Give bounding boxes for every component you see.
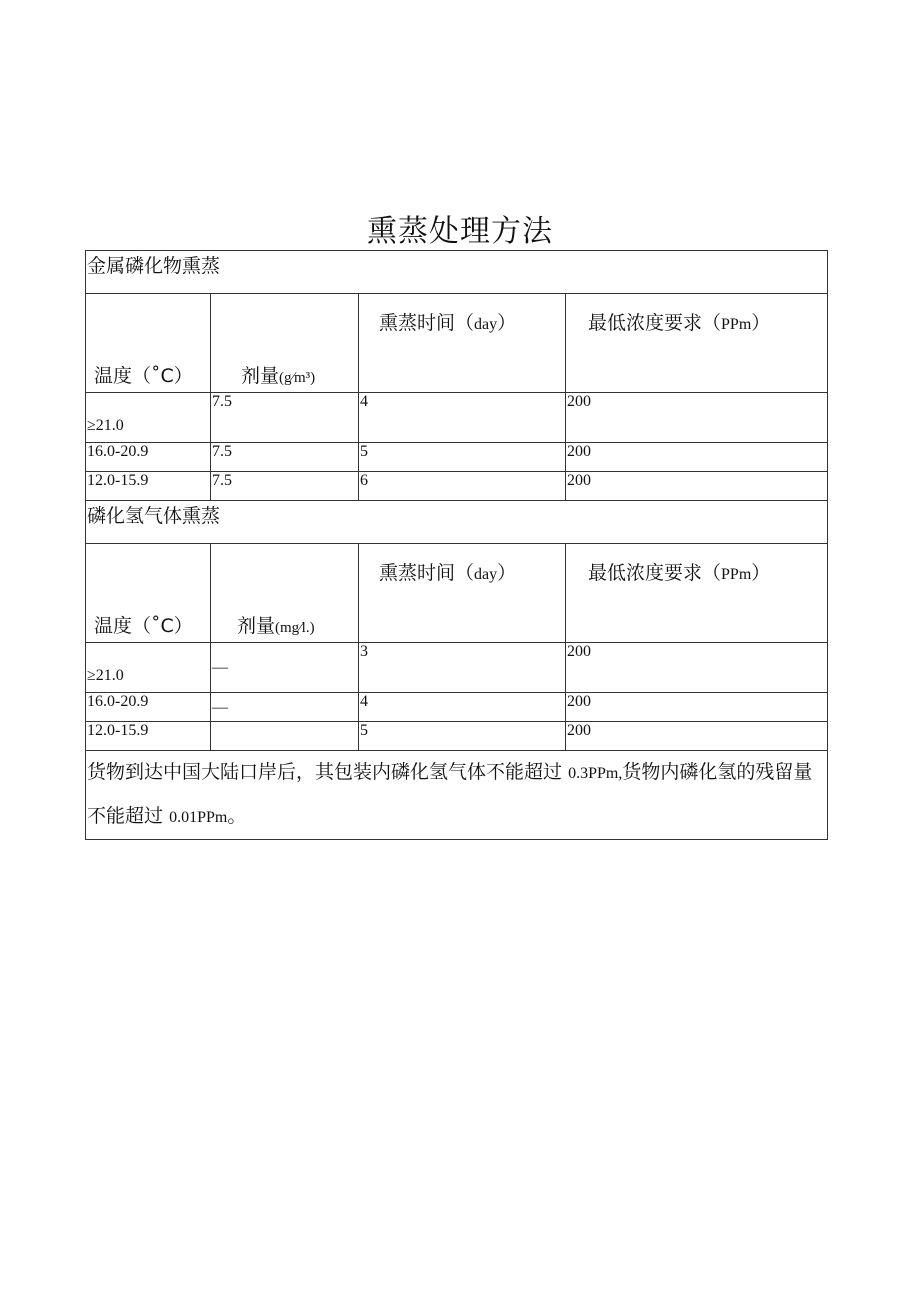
cell-time: 5 [359,722,566,751]
header-row [86,544,828,643]
note-text-2: 货物内磷化氢的残留量不能超过 [87,761,813,827]
cell-concentration: 200 [566,643,828,693]
cell-concentration: 200 [566,693,828,722]
cell-concentration: 200 [566,443,828,472]
cell-temperature: ≥21.0 [86,393,211,443]
header-dose-unit: (g∕m³) [279,370,316,386]
cell-dose: — [211,643,359,693]
cell-dose [211,722,359,751]
note-value-1: 0.3PPm, [568,765,623,782]
header-time-close: ） [497,562,517,584]
header-conc-unit: PPm [721,316,752,333]
section1-heading: 金属磷化物熏蒸 [86,251,828,294]
cell-time: 3 [359,643,566,693]
header-dose [211,294,359,393]
table-row [86,693,828,722]
cell-dose: 7.5 [211,393,359,443]
section-heading-row [86,251,828,294]
header-temperature: 温度（˚C） [86,544,211,643]
note-row [86,751,828,840]
cell-dose: 7.5 [211,443,359,472]
cell-time: 4 [359,693,566,722]
note-text-1: 货物到达中国大陆口岸后，其包装内磷化氢气体不能超过 [87,761,563,783]
header-conc-label: 最低浓度要求（ [588,312,722,334]
header-conc-unit: PPm [721,566,752,583]
section2-heading: 磷化氢气体熏蒸 [86,501,828,544]
table-row [86,472,828,501]
cell-concentration: 200 [566,722,828,751]
cell-dose: 7.5 [211,472,359,501]
header-time-unit: day [474,566,498,583]
header-row [86,294,828,393]
page-title: 熏蒸处理方法 [367,214,553,249]
cell-time: 5 [359,443,566,472]
header-time-unit: day [474,316,498,333]
cell-time: 6 [359,472,566,501]
header-time [359,294,566,393]
table-row [86,393,828,443]
cell-temperature: 16.0-20.9 [86,693,211,722]
header-time-close: ） [497,312,517,334]
header-dose [211,544,359,643]
note-value-2: 0.01PPm [169,809,228,826]
cell-temperature: 16.0-20.9 [86,443,211,472]
cell-concentration: 200 [566,472,828,501]
cell-dose: — [211,693,359,722]
cell-temperature: 12.0-15.9 [86,472,211,501]
header-conc-close: ） [751,562,771,584]
cell-time: 4 [359,393,566,443]
header-time-label: 熏蒸时间（ [379,312,475,334]
header-concentration [566,544,828,643]
header-concentration [566,294,828,393]
header-conc-close: ） [751,312,771,334]
header-time-label: 熏蒸时间（ [379,562,475,584]
header-dose-unit: (mg∕l.) [275,620,315,636]
cell-temperature: 12.0-15.9 [86,722,211,751]
note-end: 。 [227,805,247,827]
header-dose-label: 剂量 [237,615,276,637]
table-row [86,722,828,751]
table-row [86,443,828,472]
table-row [86,643,828,693]
residue-note [86,751,828,840]
cell-concentration: 200 [566,393,828,443]
header-conc-label: 最低浓度要求（ [588,562,722,584]
header-temperature: 温度（˚C） [86,294,211,393]
header-dose-label: 剂量 [241,365,280,387]
fumigation-table [85,250,828,840]
section-heading-row [86,501,828,544]
cell-temperature: ≥21.0 [86,643,211,693]
header-time [359,544,566,643]
